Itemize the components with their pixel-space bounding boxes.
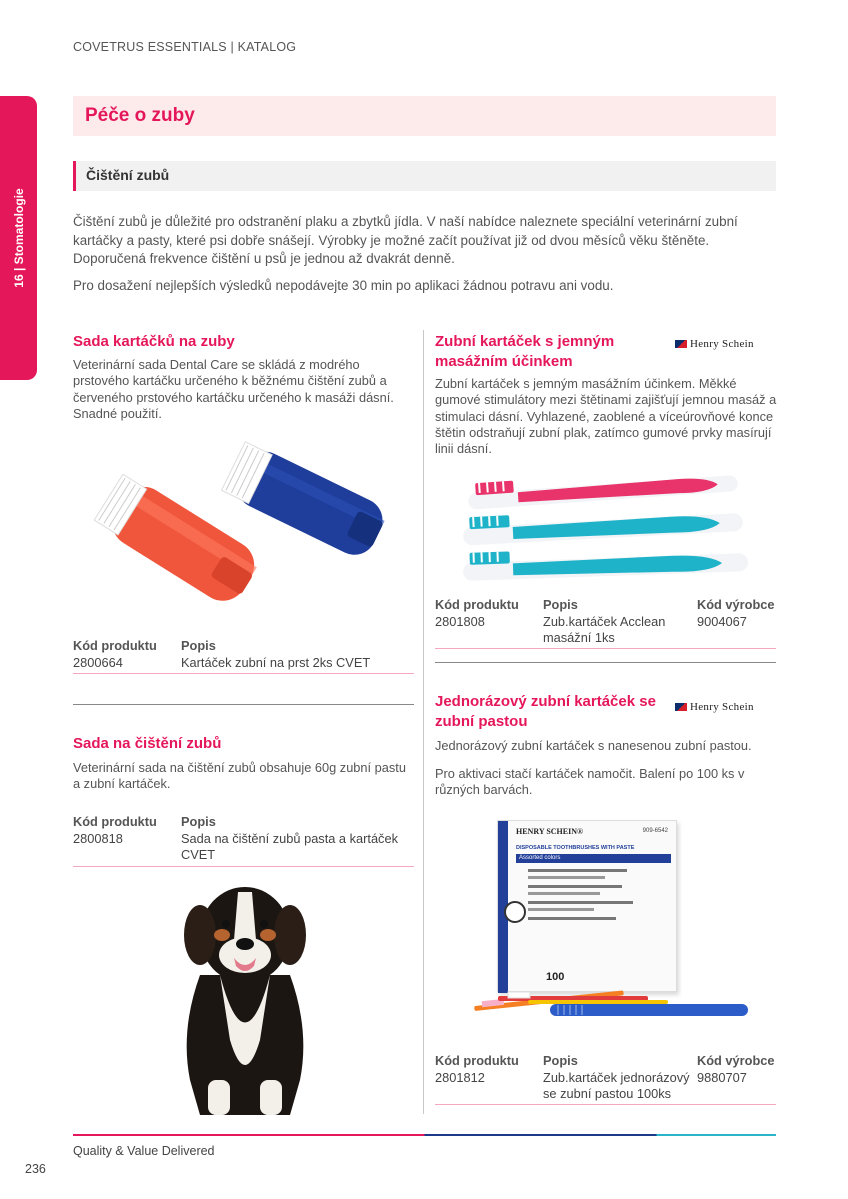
product-description: Veterinární sada Dental Care se skládá z modrého prstového kartáčku určeného k běžnému čištění zubů a červeného prstového kartáčku určeného k masáži dásní. Snadné použití. [73,357,394,421]
blue-finger-brush [221,440,390,562]
product-popis: Zub.kartáček Acclean masážní 1ks [543,614,666,645]
massage-toothbrushes-image [458,470,758,585]
product-popis: Zub.kartáček jednorázový se zubní pastou 100ks [543,1070,690,1101]
product-title: Zubní kartáček s jemným masážním účinkem [435,333,615,370]
col-header-mfr: Kód výrobce [697,1053,775,1068]
box-text-lines [528,869,638,924]
toothbrush-box-image [497,820,677,992]
disposable-brushes-image [468,978,753,1022]
col-header-desc: Popis [543,597,578,612]
col-header-code: Kód produktu [73,814,157,829]
chapter-label: 16 | Stomatologie [11,188,26,288]
product-code: 2801808 [435,614,485,629]
table-underline [73,673,414,674]
intro-text [73,213,773,295]
henry-schein-flag-icon [675,703,687,711]
product-popis: Kartáček zubní na prst 2ks CVET [181,655,371,670]
dog-image [160,880,330,1120]
table-underline [435,648,776,649]
brand-name: Henry Schein [690,701,754,713]
col-header-mfr: Kód výrobce [697,597,775,612]
col-header-code: Kód produktu [73,638,157,653]
page-number: 236 [25,1162,46,1176]
subsection-title: Čištění zubů [86,167,170,183]
product-table [73,814,414,866]
intro-paragraph-1: Čištění zubů je důležité pro odstranění plaku a zbytků jídla. V naší nabídce naleznete speciální veterinární zubní kartáčky a pasty, které psi dobře snášejí. Výrobky je možné začít používat již od dvou měsíců věku štěněte. Doporučená frekvence čištění u psů je jednou až dvakrát denně. [73,214,738,266]
col-header-desc: Popis [181,638,216,653]
box-subtitle: Assorted colors [516,854,671,863]
pink-toothbrush [467,470,738,510]
product-table [435,597,776,649]
catalog-header: COVETRUS ESSENTIALS | KATALOG [73,40,297,54]
product-title: Jednorázový zubní kartáček se zubní pastou [435,693,656,730]
product-description: Jednorázový zubní kartáček s nanesenou zubní pastou. [435,738,752,753]
product-description: Veterinární sada na čištění zubů obsahuje 60g zubní pastu a zubní kartáček. [73,760,406,792]
col-header-code: Kód produktu [435,1053,519,1068]
box-count: 100 [546,971,565,983]
intro-paragraph-2: Pro dosažení nejlepších výsledků nepodávejte 30 min po aplikaci žádnou potravu ani vodu. [73,277,614,293]
product-table [435,1053,776,1105]
box-title: DISPOSABLE TOOTHBRUSHES WITH PASTE [516,845,635,851]
bernese-dog [184,887,306,1115]
col-header-desc: Popis [543,1053,578,1068]
table-underline [435,1104,776,1105]
teal-toothbrush-2 [462,543,748,581]
product-code: 2800664 [73,655,123,670]
henry-schein-logo [675,338,754,350]
teal-toothbrush-1 [462,503,743,546]
product-description: Pro aktivaci stačí kartáček namočit. Balení po 100 ks v různých barvách. [435,766,745,798]
box-code: 909-6542 [642,828,668,834]
product-title: Sada na čištění zubů [73,735,222,752]
product-title: Sada kartáčků na zuby [73,333,235,350]
box-seal-icon [504,901,526,923]
finger-toothbrushes-image [76,425,411,620]
product-table [73,638,414,674]
product-code: 2801812 [435,1070,485,1085]
column-divider [423,330,424,1114]
box-brand: HENRY SCHEIN® [516,827,583,836]
section-heading-bar [73,96,776,136]
footer-tagline: Quality & Value Delivered [73,1144,215,1158]
manufacturer-code: 9880707 [697,1070,747,1085]
col-header-desc: Popis [181,814,216,829]
product-separator [435,662,776,663]
henry-schein-flag-icon [675,340,687,348]
product-description: Zubní kartáček s jemným masážním účinkem. Měkké gumové stimulátory mezi štětinami zajišťují jemnou masáž a stimulaci dásní. Vyhlazené, zaoblené a víceúrovňové konce štětin odstraňují zubní plak, zatímco gumové prvky masírují linii dásní. [435,376,777,457]
subsection-heading-bar [73,161,776,191]
col-header-code: Kód produktu [435,597,519,612]
product-popis: Sada na čištění zubů pasta a kartáček CVET [181,831,398,862]
footer-rule [73,1134,776,1136]
product-code: 2800818 [73,831,123,846]
product-separator [73,704,414,705]
manufacturer-code: 9004067 [697,614,747,629]
henry-schein-logo [675,701,754,713]
brand-name: Henry Schein [690,338,754,350]
chapter-side-tab[interactable] [0,96,37,380]
table-underline [73,866,414,867]
section-title: Péče o zuby [85,105,195,126]
